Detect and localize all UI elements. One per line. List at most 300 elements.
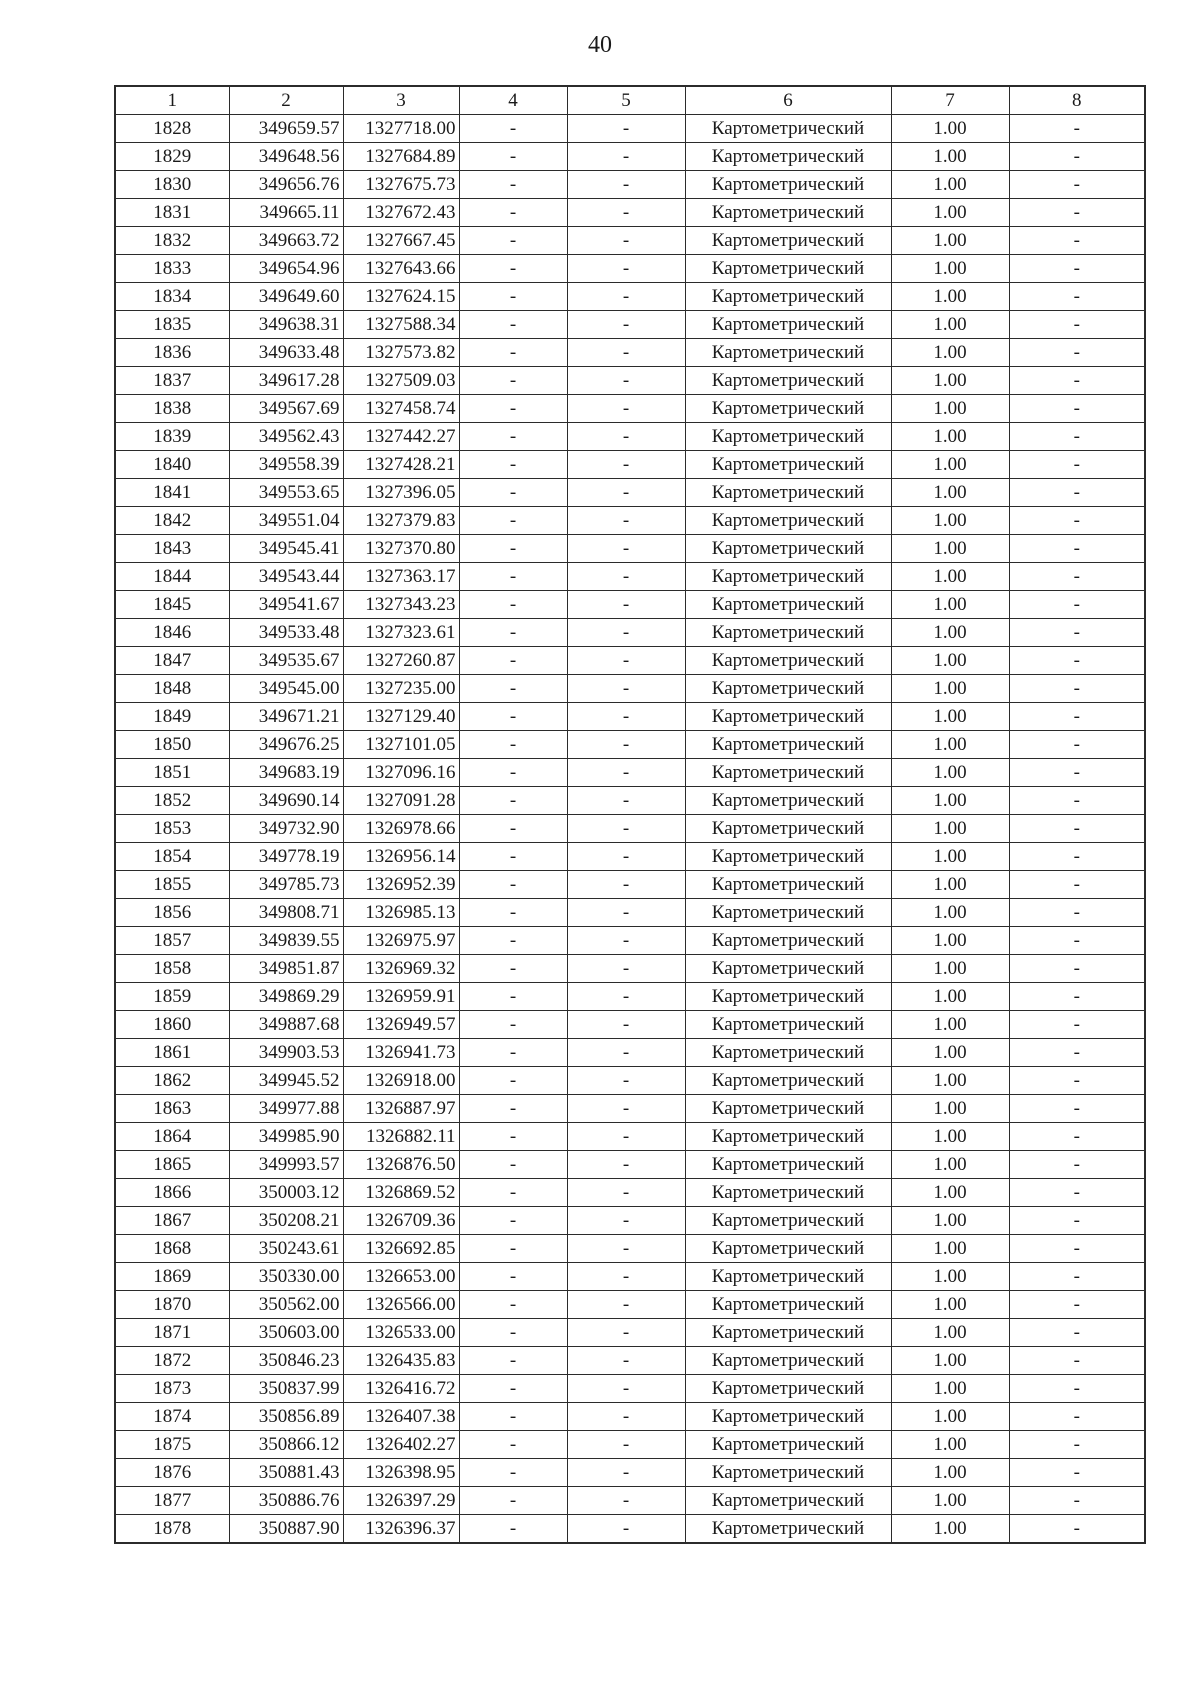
col4-cell: - — [459, 619, 567, 647]
accuracy-cell: 1.00 — [891, 927, 1009, 955]
x-coordinate-cell: 350837.99 — [229, 1375, 343, 1403]
method-cell: Картометрический — [685, 535, 891, 563]
col8-cell: - — [1009, 1011, 1145, 1039]
method-cell: Картометрический — [685, 507, 891, 535]
col5-cell: - — [567, 927, 685, 955]
col5-cell: - — [567, 815, 685, 843]
accuracy-cell: 1.00 — [891, 1151, 1009, 1179]
point-number-cell: 1859 — [115, 983, 229, 1011]
x-coordinate-cell: 350243.61 — [229, 1235, 343, 1263]
table-row — [115, 479, 1145, 507]
col4-cell: - — [459, 1263, 567, 1291]
col4-cell: - — [459, 1039, 567, 1067]
point-number-cell: 1836 — [115, 339, 229, 367]
table-row — [115, 115, 1145, 143]
col8-cell: - — [1009, 871, 1145, 899]
col8-cell: - — [1009, 255, 1145, 283]
col5-cell: - — [567, 1375, 685, 1403]
column-header: 4 — [459, 86, 567, 115]
col8-cell: - — [1009, 1431, 1145, 1459]
col8-cell: - — [1009, 423, 1145, 451]
col8-cell: - — [1009, 787, 1145, 815]
point-number-cell: 1875 — [115, 1431, 229, 1459]
x-coordinate-cell: 349541.67 — [229, 591, 343, 619]
col5-cell: - — [567, 1319, 685, 1347]
y-coordinate-cell: 1326978.66 — [343, 815, 459, 843]
col5-cell: - — [567, 255, 685, 283]
x-coordinate-cell: 349633.48 — [229, 339, 343, 367]
table-row — [115, 339, 1145, 367]
y-coordinate-cell: 1327624.15 — [343, 283, 459, 311]
col8-cell: - — [1009, 1459, 1145, 1487]
point-number-cell: 1861 — [115, 1039, 229, 1067]
x-coordinate-cell: 349993.57 — [229, 1151, 343, 1179]
col5-cell: - — [567, 1235, 685, 1263]
method-cell: Картометрический — [685, 283, 891, 311]
x-coordinate-cell: 349985.90 — [229, 1123, 343, 1151]
accuracy-cell: 1.00 — [891, 1459, 1009, 1487]
y-coordinate-cell: 1326398.95 — [343, 1459, 459, 1487]
col4-cell: - — [459, 731, 567, 759]
table-row — [115, 143, 1145, 171]
x-coordinate-cell: 349665.11 — [229, 199, 343, 227]
table-row — [115, 451, 1145, 479]
point-number-cell: 1847 — [115, 647, 229, 675]
point-number-cell: 1840 — [115, 451, 229, 479]
method-cell: Картометрический — [685, 1487, 891, 1515]
point-number-cell: 1855 — [115, 871, 229, 899]
accuracy-cell: 1.00 — [891, 1179, 1009, 1207]
method-cell: Картометрический — [685, 227, 891, 255]
y-coordinate-cell: 1327091.28 — [343, 787, 459, 815]
point-number-cell: 1876 — [115, 1459, 229, 1487]
method-cell: Картометрический — [685, 703, 891, 731]
y-coordinate-cell: 1327573.82 — [343, 339, 459, 367]
x-coordinate-cell: 349649.60 — [229, 283, 343, 311]
y-coordinate-cell: 1326416.72 — [343, 1375, 459, 1403]
col4-cell: - — [459, 1487, 567, 1515]
y-coordinate-cell: 1326876.50 — [343, 1151, 459, 1179]
x-coordinate-cell: 349551.04 — [229, 507, 343, 535]
method-cell: Картометрический — [685, 1515, 891, 1544]
col8-cell: - — [1009, 983, 1145, 1011]
accuracy-cell: 1.00 — [891, 1487, 1009, 1515]
accuracy-cell: 1.00 — [891, 227, 1009, 255]
y-coordinate-cell: 1326709.36 — [343, 1207, 459, 1235]
point-number-cell: 1849 — [115, 703, 229, 731]
x-coordinate-cell: 349869.29 — [229, 983, 343, 1011]
point-number-cell: 1834 — [115, 283, 229, 311]
col4-cell: - — [459, 1459, 567, 1487]
accuracy-cell: 1.00 — [891, 563, 1009, 591]
y-coordinate-cell: 1326533.00 — [343, 1319, 459, 1347]
col8-cell: - — [1009, 115, 1145, 143]
table-row — [115, 1459, 1145, 1487]
accuracy-cell: 1.00 — [891, 1319, 1009, 1347]
col5-cell: - — [567, 1207, 685, 1235]
y-coordinate-cell: 1327379.83 — [343, 507, 459, 535]
col4-cell: - — [459, 423, 567, 451]
method-cell: Картометрический — [685, 115, 891, 143]
col8-cell: - — [1009, 1487, 1145, 1515]
y-coordinate-cell: 1326566.00 — [343, 1291, 459, 1319]
method-cell: Картометрический — [685, 815, 891, 843]
point-number-cell: 1832 — [115, 227, 229, 255]
table-row — [115, 759, 1145, 787]
accuracy-cell: 1.00 — [891, 199, 1009, 227]
accuracy-cell: 1.00 — [891, 451, 1009, 479]
method-cell: Картометрический — [685, 731, 891, 759]
col8-cell: - — [1009, 1095, 1145, 1123]
col5-cell: - — [567, 367, 685, 395]
y-coordinate-cell: 1326959.91 — [343, 983, 459, 1011]
point-number-cell: 1857 — [115, 927, 229, 955]
col5-cell: - — [567, 395, 685, 423]
col4-cell: - — [459, 171, 567, 199]
col8-cell: - — [1009, 451, 1145, 479]
point-number-cell: 1850 — [115, 731, 229, 759]
accuracy-cell: 1.00 — [891, 1515, 1009, 1544]
col4-cell: - — [459, 1403, 567, 1431]
accuracy-cell: 1.00 — [891, 1095, 1009, 1123]
table-row — [115, 1375, 1145, 1403]
table-row — [115, 1235, 1145, 1263]
col4-cell: - — [459, 675, 567, 703]
x-coordinate-cell: 349648.56 — [229, 143, 343, 171]
method-cell: Картометрический — [685, 787, 891, 815]
col4-cell: - — [459, 955, 567, 983]
accuracy-cell: 1.00 — [891, 675, 1009, 703]
col5-cell: - — [567, 171, 685, 199]
table-row — [115, 927, 1145, 955]
y-coordinate-cell: 1326941.73 — [343, 1039, 459, 1067]
accuracy-cell: 1.00 — [891, 1123, 1009, 1151]
y-coordinate-cell: 1327718.00 — [343, 115, 459, 143]
point-number-cell: 1877 — [115, 1487, 229, 1515]
x-coordinate-cell: 349690.14 — [229, 787, 343, 815]
col4-cell: - — [459, 1375, 567, 1403]
col4-cell: - — [459, 759, 567, 787]
accuracy-cell: 1.00 — [891, 703, 1009, 731]
col8-cell: - — [1009, 1039, 1145, 1067]
accuracy-cell: 1.00 — [891, 1403, 1009, 1431]
x-coordinate-cell: 349545.41 — [229, 535, 343, 563]
accuracy-cell: 1.00 — [891, 339, 1009, 367]
x-coordinate-cell: 349778.19 — [229, 843, 343, 871]
col8-cell: - — [1009, 1347, 1145, 1375]
col4-cell: - — [459, 899, 567, 927]
col8-cell: - — [1009, 703, 1145, 731]
point-number-cell: 1867 — [115, 1207, 229, 1235]
table-header-row — [115, 86, 1145, 115]
col5-cell: - — [567, 1067, 685, 1095]
table-row — [115, 1179, 1145, 1207]
x-coordinate-cell: 349732.90 — [229, 815, 343, 843]
accuracy-cell: 1.00 — [891, 899, 1009, 927]
x-coordinate-cell: 350856.89 — [229, 1403, 343, 1431]
y-coordinate-cell: 1326985.13 — [343, 899, 459, 927]
x-coordinate-cell: 349851.87 — [229, 955, 343, 983]
accuracy-cell: 1.00 — [891, 535, 1009, 563]
method-cell: Картометрический — [685, 1319, 891, 1347]
point-number-cell: 1833 — [115, 255, 229, 283]
accuracy-cell: 1.00 — [891, 1347, 1009, 1375]
col5-cell: - — [567, 1487, 685, 1515]
col5-cell: - — [567, 1095, 685, 1123]
col5-cell: - — [567, 1179, 685, 1207]
method-cell: Картометрический — [685, 423, 891, 451]
x-coordinate-cell: 349656.76 — [229, 171, 343, 199]
accuracy-cell: 1.00 — [891, 591, 1009, 619]
col8-cell: - — [1009, 759, 1145, 787]
col4-cell: - — [459, 283, 567, 311]
method-cell: Картометрический — [685, 927, 891, 955]
y-coordinate-cell: 1327643.66 — [343, 255, 459, 283]
x-coordinate-cell: 350887.90 — [229, 1515, 343, 1544]
point-number-cell: 1863 — [115, 1095, 229, 1123]
accuracy-cell: 1.00 — [891, 647, 1009, 675]
col4-cell: - — [459, 451, 567, 479]
col8-cell: - — [1009, 311, 1145, 339]
accuracy-cell: 1.00 — [891, 1207, 1009, 1235]
col4-cell: - — [459, 1347, 567, 1375]
col4-cell: - — [459, 1515, 567, 1544]
col8-cell: - — [1009, 1375, 1145, 1403]
col8-cell: - — [1009, 395, 1145, 423]
y-coordinate-cell: 1327428.21 — [343, 451, 459, 479]
x-coordinate-cell: 349562.43 — [229, 423, 343, 451]
method-cell: Картометрический — [685, 1459, 891, 1487]
col5-cell: - — [567, 1459, 685, 1487]
col4-cell: - — [459, 1319, 567, 1347]
accuracy-cell: 1.00 — [891, 1235, 1009, 1263]
y-coordinate-cell: 1326435.83 — [343, 1347, 459, 1375]
col4-cell: - — [459, 535, 567, 563]
table-row — [115, 535, 1145, 563]
col4-cell: - — [459, 563, 567, 591]
col5-cell: - — [567, 563, 685, 591]
col4-cell: - — [459, 983, 567, 1011]
accuracy-cell: 1.00 — [891, 619, 1009, 647]
point-number-cell: 1858 — [115, 955, 229, 983]
point-number-cell: 1873 — [115, 1375, 229, 1403]
accuracy-cell: 1.00 — [891, 311, 1009, 339]
col8-cell: - — [1009, 199, 1145, 227]
table-row — [115, 1151, 1145, 1179]
y-coordinate-cell: 1326869.52 — [343, 1179, 459, 1207]
col8-cell: - — [1009, 339, 1145, 367]
col5-cell: - — [567, 703, 685, 731]
y-coordinate-cell: 1327235.00 — [343, 675, 459, 703]
col4-cell: - — [459, 1095, 567, 1123]
col4-cell: - — [459, 787, 567, 815]
x-coordinate-cell: 349533.48 — [229, 619, 343, 647]
col4-cell: - — [459, 479, 567, 507]
table-row — [115, 1431, 1145, 1459]
col5-cell: - — [567, 983, 685, 1011]
x-coordinate-cell: 349638.31 — [229, 311, 343, 339]
col5-cell: - — [567, 759, 685, 787]
col8-cell: - — [1009, 479, 1145, 507]
col4-cell: - — [459, 199, 567, 227]
point-number-cell: 1854 — [115, 843, 229, 871]
col8-cell: - — [1009, 591, 1145, 619]
col5-cell: - — [567, 1123, 685, 1151]
y-coordinate-cell: 1327588.34 — [343, 311, 459, 339]
col5-cell: - — [567, 423, 685, 451]
method-cell: Картометрический — [685, 1375, 891, 1403]
point-number-cell: 1843 — [115, 535, 229, 563]
col5-cell: - — [567, 199, 685, 227]
col8-cell: - — [1009, 843, 1145, 871]
method-cell: Картометрический — [685, 339, 891, 367]
accuracy-cell: 1.00 — [891, 1375, 1009, 1403]
y-coordinate-cell: 1327323.61 — [343, 619, 459, 647]
y-coordinate-cell: 1327260.87 — [343, 647, 459, 675]
column-header: 5 — [567, 86, 685, 115]
x-coordinate-cell: 349683.19 — [229, 759, 343, 787]
point-number-cell: 1829 — [115, 143, 229, 171]
table-row — [115, 619, 1145, 647]
x-coordinate-cell: 349654.96 — [229, 255, 343, 283]
point-number-cell: 1852 — [115, 787, 229, 815]
y-coordinate-cell: 1327396.05 — [343, 479, 459, 507]
col5-cell: - — [567, 843, 685, 871]
x-coordinate-cell: 350846.23 — [229, 1347, 343, 1375]
table-row — [115, 1319, 1145, 1347]
accuracy-cell: 1.00 — [891, 283, 1009, 311]
method-cell: Картометрический — [685, 367, 891, 395]
col4-cell: - — [459, 871, 567, 899]
col8-cell: - — [1009, 675, 1145, 703]
table-row — [115, 227, 1145, 255]
col8-cell: - — [1009, 955, 1145, 983]
col4-cell: - — [459, 255, 567, 283]
col5-cell: - — [567, 507, 685, 535]
table-row — [115, 1515, 1145, 1544]
table-row — [115, 1403, 1145, 1431]
y-coordinate-cell: 1326692.85 — [343, 1235, 459, 1263]
col8-cell: - — [1009, 647, 1145, 675]
table-row — [115, 199, 1145, 227]
y-coordinate-cell: 1327458.74 — [343, 395, 459, 423]
accuracy-cell: 1.00 — [891, 1011, 1009, 1039]
method-cell: Картометрический — [685, 451, 891, 479]
table-row — [115, 983, 1145, 1011]
point-number-cell: 1839 — [115, 423, 229, 451]
col5-cell: - — [567, 787, 685, 815]
point-number-cell: 1856 — [115, 899, 229, 927]
method-cell: Картометрический — [685, 1151, 891, 1179]
column-header: 2 — [229, 86, 343, 115]
column-header: 7 — [891, 86, 1009, 115]
y-coordinate-cell: 1327370.80 — [343, 535, 459, 563]
col4-cell: - — [459, 927, 567, 955]
method-cell: Картометрический — [685, 1431, 891, 1459]
col8-cell: - — [1009, 535, 1145, 563]
table-row — [115, 1123, 1145, 1151]
table-row — [115, 955, 1145, 983]
col8-cell: - — [1009, 927, 1145, 955]
x-coordinate-cell: 350603.00 — [229, 1319, 343, 1347]
y-coordinate-cell: 1327096.16 — [343, 759, 459, 787]
col5-cell: - — [567, 311, 685, 339]
x-coordinate-cell: 349545.00 — [229, 675, 343, 703]
col4-cell: - — [459, 367, 567, 395]
x-coordinate-cell: 350003.12 — [229, 1179, 343, 1207]
table-row — [115, 283, 1145, 311]
col8-cell: - — [1009, 367, 1145, 395]
y-coordinate-cell: 1326969.32 — [343, 955, 459, 983]
y-coordinate-cell: 1326397.29 — [343, 1487, 459, 1515]
col5-cell: - — [567, 1291, 685, 1319]
point-number-cell: 1862 — [115, 1067, 229, 1095]
y-coordinate-cell: 1327675.73 — [343, 171, 459, 199]
table-row — [115, 255, 1145, 283]
accuracy-cell: 1.00 — [891, 395, 1009, 423]
col8-cell: - — [1009, 1515, 1145, 1544]
col5-cell: - — [567, 1515, 685, 1544]
table-row — [115, 1039, 1145, 1067]
method-cell: Картометрический — [685, 143, 891, 171]
col5-cell: - — [567, 1039, 685, 1067]
table-row — [115, 591, 1145, 619]
accuracy-cell: 1.00 — [891, 815, 1009, 843]
x-coordinate-cell: 349839.55 — [229, 927, 343, 955]
point-number-cell: 1828 — [115, 115, 229, 143]
x-coordinate-cell: 350330.00 — [229, 1263, 343, 1291]
table-row — [115, 703, 1145, 731]
col4-cell: - — [459, 1067, 567, 1095]
x-coordinate-cell: 349663.72 — [229, 227, 343, 255]
x-coordinate-cell: 349671.21 — [229, 703, 343, 731]
col8-cell: - — [1009, 1235, 1145, 1263]
y-coordinate-cell: 1327672.43 — [343, 199, 459, 227]
col8-cell: - — [1009, 1263, 1145, 1291]
x-coordinate-cell: 349543.44 — [229, 563, 343, 591]
table-row — [115, 367, 1145, 395]
table-row — [115, 1487, 1145, 1515]
table-row — [115, 787, 1145, 815]
col4-cell: - — [459, 1123, 567, 1151]
column-header: 6 — [685, 86, 891, 115]
method-cell: Картометрический — [685, 1207, 891, 1235]
x-coordinate-cell: 349887.68 — [229, 1011, 343, 1039]
accuracy-cell: 1.00 — [891, 731, 1009, 759]
accuracy-cell: 1.00 — [891, 871, 1009, 899]
point-number-cell: 1845 — [115, 591, 229, 619]
table-row — [115, 507, 1145, 535]
point-number-cell: 1871 — [115, 1319, 229, 1347]
y-coordinate-cell: 1326918.00 — [343, 1067, 459, 1095]
method-cell: Картометрический — [685, 199, 891, 227]
point-number-cell: 1835 — [115, 311, 229, 339]
y-coordinate-cell: 1326949.57 — [343, 1011, 459, 1039]
col5-cell: - — [567, 647, 685, 675]
method-cell: Картометрический — [685, 871, 891, 899]
table-row — [115, 815, 1145, 843]
x-coordinate-cell: 349553.65 — [229, 479, 343, 507]
y-coordinate-cell: 1327509.03 — [343, 367, 459, 395]
point-number-cell: 1838 — [115, 395, 229, 423]
col4-cell: - — [459, 843, 567, 871]
col4-cell: - — [459, 1207, 567, 1235]
table-row — [115, 871, 1145, 899]
col5-cell: - — [567, 619, 685, 647]
table-row — [115, 899, 1145, 927]
table-row — [115, 563, 1145, 591]
accuracy-cell: 1.00 — [891, 143, 1009, 171]
